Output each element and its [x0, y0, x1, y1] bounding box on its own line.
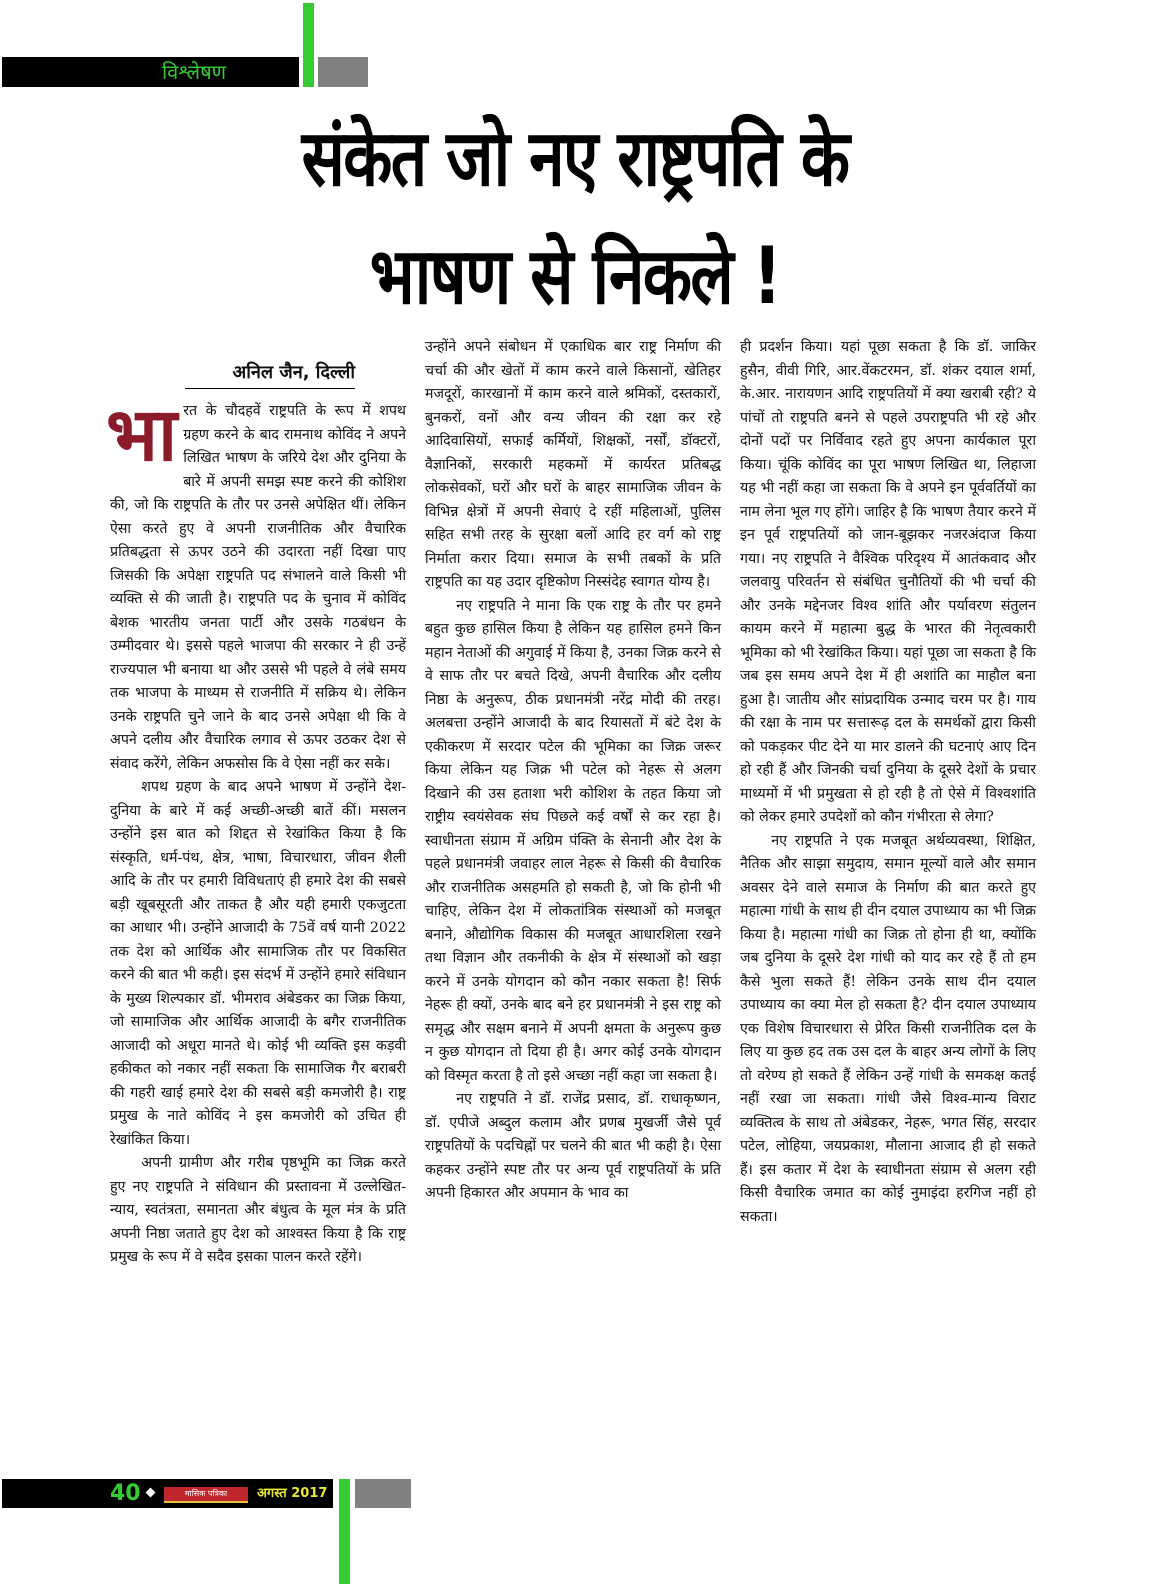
headline-line-2: भाषण से निकले !	[369, 232, 781, 322]
headline-line-1: संकेत जो नए राष्ट्रपति के	[301, 114, 849, 204]
gray-block-top	[318, 57, 368, 87]
bullet-icon	[146, 1488, 156, 1498]
magazine-logo: मासिक पत्रिका	[164, 1487, 248, 1503]
section-bar	[2, 57, 299, 87]
article-column-2	[425, 336, 721, 1206]
paragraph: शपथ ग्रहण के बाद अपने भाषण में उन्होंने देश-दुनिया के बारे में कई अच्छी-अच्छी बातें कीं। मसलन उन्होंने इस बात को शिद्दत से रेखांकित किया है कि संस्कृति, धर्म-पंथ, क्षेत्र, भाषा, विचारधारा, जीवन शैली आदि के तौर पर हमारी विविधताएं ही हमारे देश की सबसे बड़ी खूबसूरती और ताकत है और यही हमारी एकजुटता का आधार भी। उन्होंने आजादी के 75वें वर्ष यानी 2022 तक देश को आर्थिक और सामाजिक तौर पर विकसित करने की बात भी कही। इस संदर्भ में उन्होंने हमारे संविधान के मुख्य शिल्पकार डॉ. भीमराव अंबेडकर का जिक्र किया, जो सामाजिक और आर्थिक आजादी के बगैर राजनीतिक आजादी को अधूरा मानते थे। कोई भी व्यक्ति इस कड़वी हकीकत को नकार नहीं सकता कि सामाजिक गैर बराबरी की गहरी खाई हमारे देश की सबसे बड़ी कमजोरी है। राष्ट्र प्रमुख के नाते कोविंद ने इस कमजोरी को उचित ही रेखांकित किया।	[110, 779, 406, 1148]
drop-cap: भा	[106, 392, 178, 478]
footer-bar	[2, 1479, 333, 1508]
paragraph: नए राष्ट्रपति ने माना कि एक राष्ट्र के तौर पर हमने बहुत कुछ हासिल किया है लेकिन यह हासिल हमने किन महान नेताओं की अगुवाई में किया है, उनका जिक्र करने से वे साफ तौर पर बचते दिखे, अपनी वैचारिक और दलीय निष्ठा के अनुरूप, ठीक प्रधानमंत्री नरेंद्र मोदी की तरह। अलबत्ता उन्होंने आजादी के बाद रियासतों में बंटे देश के एकीकरण में सरदार पटेल की भूमिका का जिक्र जरूर किया लेकिन यह जिक्र भी पटेल को नेहरू से अलग दिखाने की उस हताशा भरी कोशिश के तहत किया जो राष्ट्रीय स्वयंसेवक संघ पिछले कई वर्षों से कर रहा है। स्वाधीनता संग्राम में अग्रिम पंक्ति के सेनानी और देश के पहले प्रधानमंत्री जवाहर लाल नेहरू से किसी की वैचारिक और राजनीतिक असहमति हो सकती है, जो कि होनी भी चाहिए, लेकिन देश में लोकतांत्रिक संस्थाओं को मजबूत बनाने, औद्योगिक विकास की मजबूत आधारशिला रखने तथा विज्ञान और तकनीकी के क्षेत्र में संस्थाओं को खड़ा करने में उनके योगदान को कौन नकार सकता है! सिर्फ नेहरू ही क्यों, उनके बाद बने हर प्रधानमंत्री ने इस राष्ट्र को समृद्ध और सक्षम बनाने में अपनी क्षमता के अनुरूप कुछ न कुछ योगदान तो दिया ही है। अगर कोई उनके योगदान को विस्मृत करता है तो इसे अच्छा नहीं कहा जा सकता है।	[425, 597, 721, 1084]
paragraph: अपनी ग्रामीण और गरीब पृष्ठभूमि का जिक्र करते हुए नए राष्ट्रपति ने संविधान की प्रस्तावना में उल्लेखित- न्याय, स्वतंत्रता, समानता और बंधुत्व के मूल मंत्र के प्रति अपनी निष्ठा जताते हुए देश को आश्वस्त किया है कि राष्ट्र प्रमुख के रूप में वे सदैव इसका पालन करते रहेंगे।	[110, 1155, 406, 1265]
paragraph: ही प्रदर्शन किया। यहां पूछा सकता है कि डॉ. जाकिर हुसैन, वीवी गिरि, आर.वेंकटरमन, डॉ. शंकर दयाल शर्मा, के.आर. नारायणन आदि राष्ट्रपतियों में क्या खराबी रही? ये पांचों तो राष्ट्रपति बनने से पहले उपराष्ट्रपति भी रहे और दोनों पदों पर निर्विवाद रहते हुए अपना कार्यकाल पूरा किया। चूंकि कोविंद का पूरा भाषण लिखित था, लिहाजा यह भी नहीं कहा जा सकता कि वे अपने इन पूर्ववर्तियों का नाम लेना भूल गए होंगे। जाहिर है कि भाषण तैयार करने में इन पूर्व राष्ट्रपतियों को जान-बूझकर नजरअंदाज किया गया। नए राष्ट्रपति ने वैश्विक परिदृश्य में आतंकवाद और जलवायु परिवर्तन से संबंधित चुनौतियों की भी चर्चा की और उनके मद्देनजर विश्व शांति और पर्यावरण संतुलन कायम करने में महात्मा बुद्ध के भारत की नेतृत्वकारी भूमिका को भी रेखांकित किया। यहां पूछा जा सकता है कि जब इस समय अपने देश में ही अशांति का माहौल बना हुआ है। जातीय और सांप्रदायिक उन्माद चरम पर है। गाय की रक्षा के नाम पर सत्तारूढ़ दल के समर्थकों द्वारा किसी को पकड़कर पीट देने या मार डालने की घटनाएं आए दिन हो रही हैं और जिनकी चर्चा दुनिया के दूसरे देशों के प्रचार माध्यमों में भी प्रमुखता से हो रही है तो ऐसे में विश्वशांति को लेकर हमारे उपदेशों को कौन गंभीरता से लेगा?	[740, 339, 1036, 825]
page-number: 40	[110, 1481, 141, 1506]
article-column-1	[106, 392, 407, 1270]
section-label: विश्लेषण	[162, 60, 227, 84]
paragraph: नए राष्ट्रपति ने डॉ. राजेंद्र प्रसाद, डॉ. राधाकृष्णन, डॉ. एपीजे अब्दुल कलाम और प्रणब मुखर्जी जैसे पूर्व राष्ट्रपतियों के पदचिह्नों पर चलने की बात भी कही है। ऐसा कहकर उन्होंने स्पष्ट तौर पर अन्य पूर्व राष्ट्रपतियों के प्रति अपनी हिकारत और अपमान के भाव का	[425, 1091, 721, 1201]
issue-date: अगस्त 2017	[257, 1486, 328, 1501]
paragraph: उन्होंने अपने संबोधन में एकाधिक बार राष्ट्र निर्माण की चर्चा की और खेतों में काम करने वाले किसानों, खेतिहर मजदूरों, कारखानों में काम करने वाले श्रमिकों, दस्तकारों, बुनकरों, वनों और वन्य जीवन की रक्षा कर रहे आदिवासियों, सफाई कर्मियों, शिक्षकों, नर्सों, डॉक्टरों, वैज्ञानिकों, सरकारी महकमों में कार्यरत प्रतिबद्ध लोकसेवकों, घरों और घरों के बाहर सामाजिक जीवन के विभिन्न क्षेत्रों में अपनी सेवाएं दे रहीं महिलाओं, पुलिस सहित सभी तरह के सुरक्षा बलों आदि हर वर्ग को राष्ट्र निर्माता करार दिया। समाज के सभी तबकों के प्रति राष्ट्रपति का यह उदार दृष्टिकोण निस्संदेह स्वागत योग्य है।	[425, 339, 721, 590]
headline	[227, 100, 924, 336]
article-column-3	[740, 336, 1036, 1229]
gray-block-bottom	[355, 1479, 411, 1508]
paragraph	[106, 392, 407, 776]
paragraph-text: रत के चौदहवें राष्ट्रपति के रूप में शपथ ग्रहण करने के बाद रामनाथ कोविंद ने अपने लिखित भाषण के जरिये देश और दुनिया के बारे में अपनी समझ स्पष्ट करने की कोशिश की, जो कि राष्ट्रपति के तौर पर उनसे अपेक्षित थीं। लेकिन ऐसा करते हुए वे अपनी राजनीतिक और वैचारिक प्रतिबद्धता से ऊपर उठने की उदारता नहीं दिखा पाए जिसकी कि अपेक्षा राष्ट्रपति पद संभालने वाले किसी भी व्यक्ति से की जाती है। राष्ट्रपति पद के चुनाव में कोविंद बेशक भारतीय जनता पार्टी और उसके गठबंधन के उम्मीदवार थे। इससे पहले भाजपा की सरकार ने ही उन्हें राज्यपाल भी बनाया था और उससे भी पहले वे लंबे समय तक भाजपा के माध्यम से राजनीति में सक्रिय थे। लेकिन उनके राष्ट्रपति चुने जाने के बाद उनसे अपेक्षा थी कि वे अपने दलीय और वैचारिक लगाव से ऊपर उठकर देश से संवाद करेंगे, लेकिन अफसोस कि वे ऐसा नहीं कर सके।	[110, 403, 407, 772]
byline: अनिल जैन, दिल्ली	[185, 360, 355, 389]
paragraph: नए राष्ट्रपति ने एक मजबूत अर्थव्यवस्था, शिक्षित, नैतिक और साझा समुदाय, समान मूल्यों वाले और समान अवसर देने वाले समाज के निर्माण की बात करते हुए महात्मा गांधी के साथ ही दीन दयाल उपाध्याय का भी जिक्र किया है। महात्मा गांधी का जिक्र तो होना ही था, क्योंकि जब दुनिया के दूसरे देश गांधी को याद कर रहे हैं तो हम कैसे भुला सकते हैं! लेकिन उनके साथ दीन दयाल उपाध्याय का क्या मेल हो सकता है? दीन दयाल उपाध्याय एक विशेष विचारधारा से प्रेरित किसी राजनीतिक दल के लिए या कुछ हद तक उस दल के बाहर अन्य लोगों के लिए तो वरेण्य हो सकते हैं लेकिन उन्हें गांधी के समकक्ष कतई नहीं रखा जा सकता। गांधी जैसे विश्व-मान्य विराट व्यक्तित्व के साथ तो अंबेडकर, नेहरू, भगत सिंह, सरदार पटेल, लोहिया, जयप्रकाश, मौलाना आजाद ही हो सकते हैं। इस कतार में देश के स्वाधीनता संग्राम से अलग रही किसी वैचारिक जमात का कोई नुमाइंदा हरगिज नहीं हो सकता।	[740, 832, 1036, 1225]
accent-rule-bottom	[339, 1479, 350, 1584]
accent-rule-top	[303, 3, 314, 87]
